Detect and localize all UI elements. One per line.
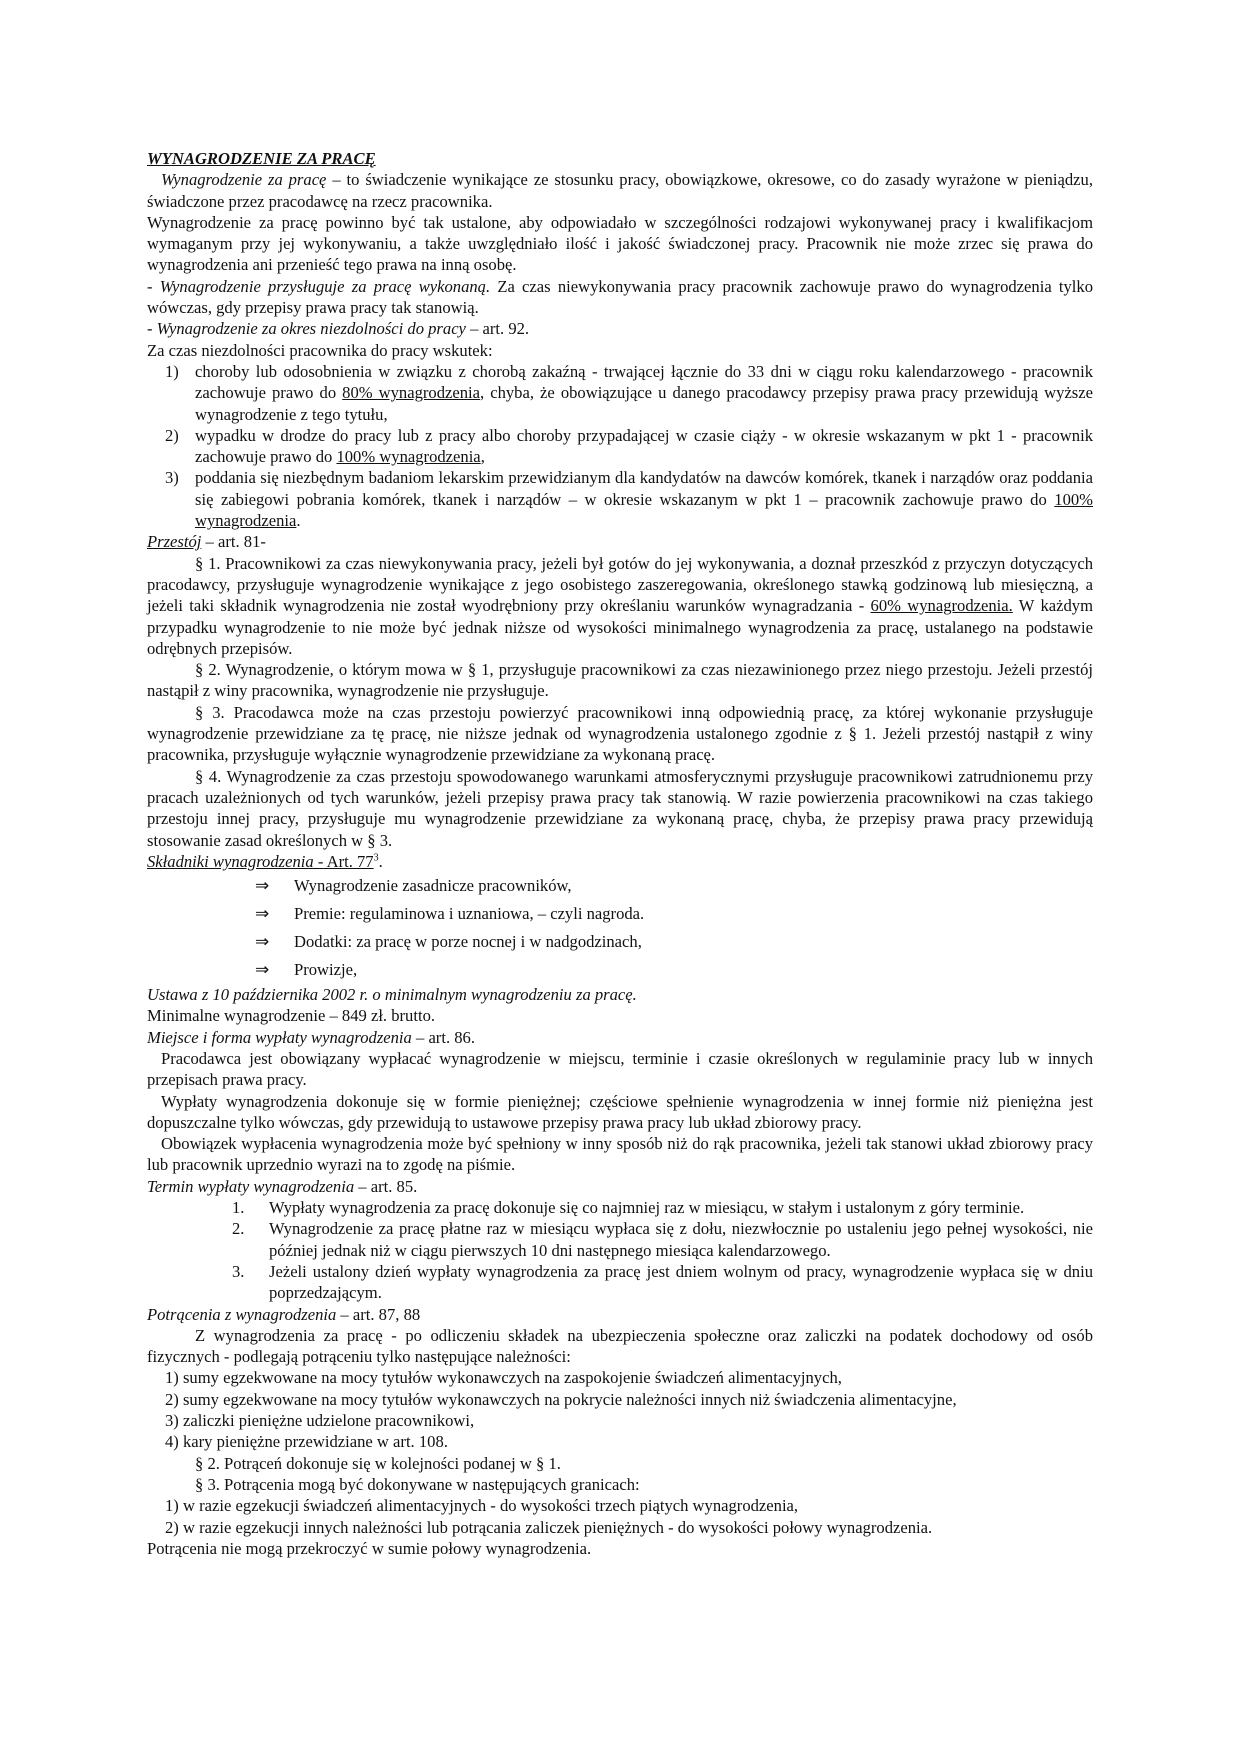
list-item: 2. Wynagrodzenie za pracę płatne raz w miesiącu wypłaca się z dołu, niezwłocznie po ustaleniu jego pełnej wysokości, nie później jednak niż w ciągu pierwszych 10 dni następnego miesiąca kalendarzowego. bbox=[232, 1219, 1093, 1260]
potracenia-par-3: § 3. Potrącenia mogą być dokonywane w następujących granicach: bbox=[195, 1474, 640, 1494]
miejsce-par-2: Wypłaty wynagrodzenia dokonuje się w formie pieniężnej; częściowe spełnienie wynagrodzenia w innej formie niż pieniężna jest dopuszczalne tylko wówczas, gdy przewidują to ustawowe przepisy prawa pracy lub układ zbiorowy pracy. bbox=[147, 1091, 1093, 1132]
przestoj-par-3: § 3. Pracodawca może na czas przestoju powierzyć pracownikowi inną odpowiednią pracę, za której wykonanie przysługuje wynagrodzenie przewidziane za tę pracę, nie niższe jednak od wynagrodzenia ustalonego zgodnie z § 1. Jeżeli przestój nastąpił z winy pracownika, przysługuje wyłącznie wynagrodzenie przewidziane za wykonaną pracę. bbox=[147, 702, 1093, 765]
list-item: ⇒ Premie: regulaminowa i uznaniowa, – czyli nagroda. bbox=[147, 900, 1093, 928]
list-item: 1) sumy egzekwowane na mocy tytułów wykonawczych na zaspokojenie świadczeń alimentacyjnych, bbox=[165, 1368, 842, 1388]
list-item: 4) kary pieniężne przewidziane w art. 108. bbox=[165, 1432, 448, 1452]
ustawa-reference: Ustawa z 10 października 2002 r. o minimalnym wynagrodzeniu za pracę. bbox=[147, 985, 637, 1005]
document-page bbox=[147, 148, 1093, 1559]
potracenia-list bbox=[147, 1367, 1093, 1452]
paragraph-wynagrodzenie: Wynagrodzenie za pracę powinno być tak ustalone, aby odpowiadało w szczególności rodzajowi wykonywanej pracy i kwalifikacjom wymaganym przy jej wykonywaniu, a także uwzględniało ilość i jakość świadczonej pracy. Pracownik nie może zrzec się prawa do wynagrodzenia ani przenieść tego prawa na inną osobę. bbox=[147, 212, 1093, 275]
final-statement: Potrącenia nie mogą przekroczyć w sumie połowy wynagrodzenia. bbox=[147, 1538, 592, 1558]
potracenia-intro: Z wynagrodzenia za pracę - po odliczeniu składek na ubezpieczenia społeczne oraz zaliczki na podatek dochodowy od osób fizycznych - podlegają potrąceniu tylko następujące należności: bbox=[147, 1325, 1093, 1367]
list-item: 1) w razie egzekucji świadczeń alimentacyjnych - do wysokości trzech piątych wynagrodzenia, bbox=[165, 1496, 799, 1516]
list-item: ⇒ Prowizje, bbox=[147, 956, 1093, 984]
list-item: 3. Jeżeli ustalony dzień wypłaty wynagrodzenia za pracę jest dniem wolnym od pracy, wynagrodzenie wypłaca się w dniu poprzedzającym. bbox=[232, 1261, 1093, 1303]
list-item: 2) wypadku w drodze do pracy lub z pracy albo choroby przypadającej w czasie ciąży - w okresie wskazanym w pkt 1 - pracownik zachowuje prawo do 100% wynagrodzenia, bbox=[165, 425, 1093, 467]
illness-intro: Za czas niezdolności pracownika do pracy wskutek: bbox=[147, 340, 493, 360]
arrow-icon: ⇒ bbox=[255, 960, 270, 981]
document-title: WYNAGRODZENIE ZA PRACĘ bbox=[147, 149, 376, 168]
minimal-wage: Minimalne wynagrodzenie – 849 zł. brutto. bbox=[147, 1006, 436, 1026]
section-potracenia-heading: Potrącenia z wynagrodzenia – art. 87, 88 bbox=[147, 1304, 421, 1324]
list-item: 3) poddania się niezbędnym badaniom lekarskim przewidzianym dla kandydatów na dawców komórek, tkanek i narządów oraz poddania się zabiegowi pobrania komórek, tkanek i narządów – w okresie wskazanym w pkt 1 – pracownik zachowuje prawo do 100% wynagrodzenia. bbox=[165, 468, 1093, 531]
rule-praca-wykonana: - Wynagrodzenie przysługuje za pracę wykonaną. Za czas niewykonywania pracy pracownik zachowuje prawo do wynagrodzenia tylko wówczas, gdy przepisy prawa pracy tak stanowią. bbox=[147, 276, 1093, 318]
miejsce-par-3: Obowiązek wypłacenia wynagrodzenia może być spełniony w inny sposób niż do rąk pracownika, jeżeli tak stanowi układ zbiorowy pracy lub pracownik uprzednio wyrazi na to zgodę na piśmie. bbox=[147, 1134, 1093, 1175]
przestoj-par-4: § 4. Wynagrodzenie za czas przestoju spowodowanego warunkami atmosferycznymi przysługuje pracownikowi zatrudnionemu przy pracach uzależnionych od tych warunków, jeżeli przepisy prawa pracy tak stanowią. W razie powierzenia pracownikowi na czas takiego przestoju innej pracy, przysługuje mu wynagrodzenie przewidziane za wykonaną pracę, chyba, że przepisy prawa pracy przewidują stosowanie zasad określonych w § 3. bbox=[147, 766, 1093, 850]
potracenia-par-2: § 2. Potrąceń dokonuje się w kolejności podanej w § 1. bbox=[195, 1453, 561, 1473]
list-item: ⇒ Wynagrodzenie zasadnicze pracowników, bbox=[147, 872, 1093, 900]
section-przestoj-heading: Przestój – art. 81- bbox=[147, 532, 266, 552]
components-list bbox=[147, 872, 1093, 984]
przestoj-par-2: § 2. Wynagrodzenie, o którym mowa w § 1, przysługuje pracownikowi za czas niezawinionego przez niego przestoju. Jeżeli przestój nastąpił z winy pracownika, wynagrodzenie nie przysługuje. bbox=[147, 660, 1093, 701]
section-miejsce-heading: Miejsce i forma wypłaty wynagrodzenia – art. 86. bbox=[147, 1027, 475, 1047]
list-item: ⇒ Dodatki: za pracę w porze nocnej i w nadgodzinach, bbox=[147, 928, 1093, 956]
list-item: 2) w razie egzekucji innych należności lub potrącania zaliczek pieniężnych - do wysokości połowy wynagrodzenia. bbox=[165, 1517, 933, 1537]
list-item: 1) choroby lub odosobnienia w związku z chorobą zakaźną - trwającej łącznie do 33 dni w ciągu roku kalendarzowego - pracownik zachowuje prawo do 80% wynagrodzenia, chyba, że obowiązujące u danego pracodawcy przepisy prawa pracy przewidują wyższe wynagrodzenie z tego tytułu, bbox=[165, 361, 1093, 424]
arrow-icon: ⇒ bbox=[255, 876, 270, 897]
przestoj-par-1: § 1. Pracownikowi za czas niewykonywania pracy, jeżeli był gotów do jej wykonywania, a doznał przeszkód z przyczyn dotyczących pracodawcy, przysługuje wynagrodzenie wynikające z jego osobistego zaszeregowania, określonego stawką godzinową lub miesięczną, a jeżeli taki składnik wynagrodzenia nie został wyodrębniony przy określaniu warunków wynagradzania - 60% wynagrodzenia. W każdym przypadku wynagrodzenie to nie może być jednak niższe od wysokości minimalnego wynagrodzenia za pracę, ustalanego na podstawie odrębnych przepisów. bbox=[147, 553, 1093, 658]
section-termin-heading: Termin wypłaty wynagrodzenia – art. 85. bbox=[147, 1176, 418, 1196]
section-skladniki-heading: Składniki wynagrodzenia - Art. $77^3$. bbox=[147, 851, 383, 871]
termin-list bbox=[147, 1197, 1093, 1303]
definition-paragraph: Wynagrodzenie za pracę – to świadczenie wynikające ze stosunku pracy, obowiązkowe, okresowe, co do zasady wyrażone w pieniądzu, świadczone przez pracodawcę na rzecz pracownika. bbox=[147, 170, 1093, 211]
list-item: 3) zaliczki pieniężne udzielone pracownikowi, bbox=[165, 1411, 475, 1431]
arrow-icon: ⇒ bbox=[255, 904, 270, 925]
granice-list bbox=[147, 1495, 1093, 1538]
arrow-icon: ⇒ bbox=[255, 932, 270, 953]
miejsce-par-1: Pracodawca jest obowiązany wypłacać wynagrodzenie w miejscu, terminie i czasie określonych w regulaminie pracy lub w innych przepisach prawa pracy. bbox=[147, 1048, 1093, 1090]
list-item: 1. Wypłaty wynagrodzenia za pracę dokonuje się co najmniej raz w miesiącu, w stałym i ustalonym z góry terminie. bbox=[232, 1198, 1025, 1218]
list-item: 2) sumy egzekwowane na mocy tytułów wykonawczych na pokrycie należności innych niż świadczenia alimentacyjne, bbox=[165, 1389, 957, 1409]
rule-niezdolnosc: - Wynagrodzenie za okres niezdolności do pracy – art. 92. bbox=[147, 319, 530, 339]
definition-term: Wynagrodzenie za pracę bbox=[161, 170, 327, 190]
illness-list bbox=[147, 361, 1093, 531]
